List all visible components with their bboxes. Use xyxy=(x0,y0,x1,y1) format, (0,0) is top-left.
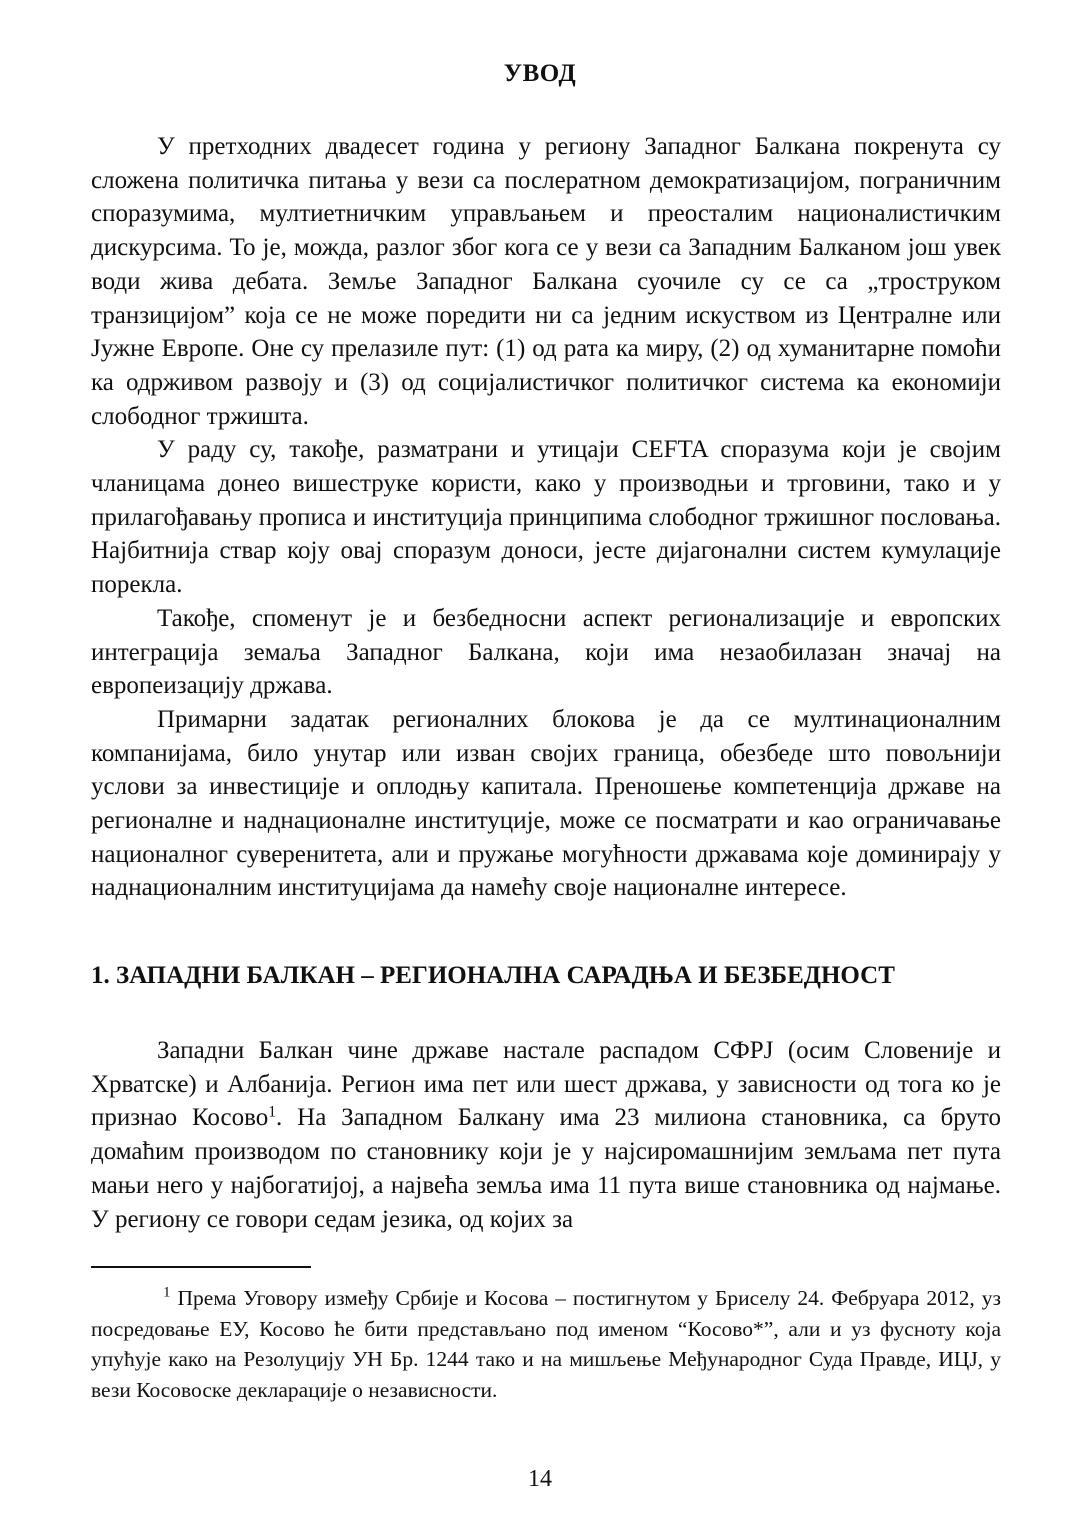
section-1-text-end: . На Западном Балкану има 23 милиона становника, са бруто домаћим производом по становнику који је у најсиромашнијим земљама пет пута мањи него у најбогатијој, а највећа земља има 11 пута више становника од најмање. У региону се говори седам језика, од којих за xyxy=(91,1104,1001,1233)
intro-section xyxy=(91,130,1001,905)
section-1-paragraph xyxy=(91,1034,1001,1236)
intro-paragraph-4: Примарни задатак регионалних блокова је да се мултинационалним компанијама, било унутар или изван својих граница, обезбеде што повољнији услови за инвестиције и оплодњу капитала. Преношење компетенција државе на регионалне и наднационалне институције, може се посматрати и као ограничавање националног суверенитета, али и пружање могућности државама које доминирају у наднационалним институцијама да намећу своје националне интересе. xyxy=(91,705,1001,902)
intro-paragraph-3: Такође, споменут је и безбедносни аспект регионализације и европских интеграција земаља Западног Балкана, који има незаобилазан значај на европеизацију држава. xyxy=(91,604,1001,700)
page-title: УВОД xyxy=(503,60,577,87)
intro-paragraph-1: У претходних двадесет година у региону Западног Балкана покренута су сложена политичка питања у вези са послератном демократизацијом, пограничним споразумима, мултиетничким управљањем и преосталим националистичким дискурсима. То је, можда, разлог због кога се у вези са Западним Балканом још увек води жива дебата. Земље Западног Балкана суочиле су се са „троструком транзицијом” која се не може поредити ни са једним искуством из Централне или Јужне Европе. Оне су прелазиле пут: (1) од рата ка миру, (2) од хуманитарне помоћи ка одрживом развоју и (3) од социјалистичког политичког система ка економији слободног тржишта. xyxy=(91,133,1001,430)
footnote-text: Према Уговору између Србије и Косова – постигнутом у Бриселу 24. Фебруара 2012, уз посредовање ЕУ, Косово ће бити представљано под именом “Косово*”, али и уз фусноту која упућује како на Резолуцију УН Бр. 1244 тако и на мишљење Међународног Суда Правде, ИЦЈ, у вези Косовоске декларације о независности. xyxy=(91,1286,1001,1402)
intro-paragraph-2: У раду су, такође, разматрани и утицаји CEFTA споразума који је својим чланицама донео вишеструке користи, како у производњи и трговини, тако и у прилагођавању прописа и институција принципима слободног тржишног пословања. Најбитнија ствар коју овај споразум доноси, јесте дијагонални систем кумулације порекла. xyxy=(91,436,1001,599)
section-1-text-start: Западни Балкан чине државе настале распадом СФРЈ (осим Словеније и Хрватске) и Албанија. Регион има пет или шест држава, у зависности од тога ко је признао Косово xyxy=(91,1037,1001,1132)
footnote xyxy=(91,1283,1001,1405)
footnote-mark: 1 xyxy=(163,1284,171,1301)
section-heading: 1. ЗАПАДНИ БАЛКАН – РЕГИОНАЛНА САРАДЊА И БЕЗБЕДНОСТ xyxy=(91,962,895,989)
footnote-reference: 1 xyxy=(268,1103,277,1121)
page-number: 14 xyxy=(528,1466,552,1492)
section-1-body xyxy=(91,1034,1001,1236)
footnote-divider xyxy=(91,1266,311,1268)
